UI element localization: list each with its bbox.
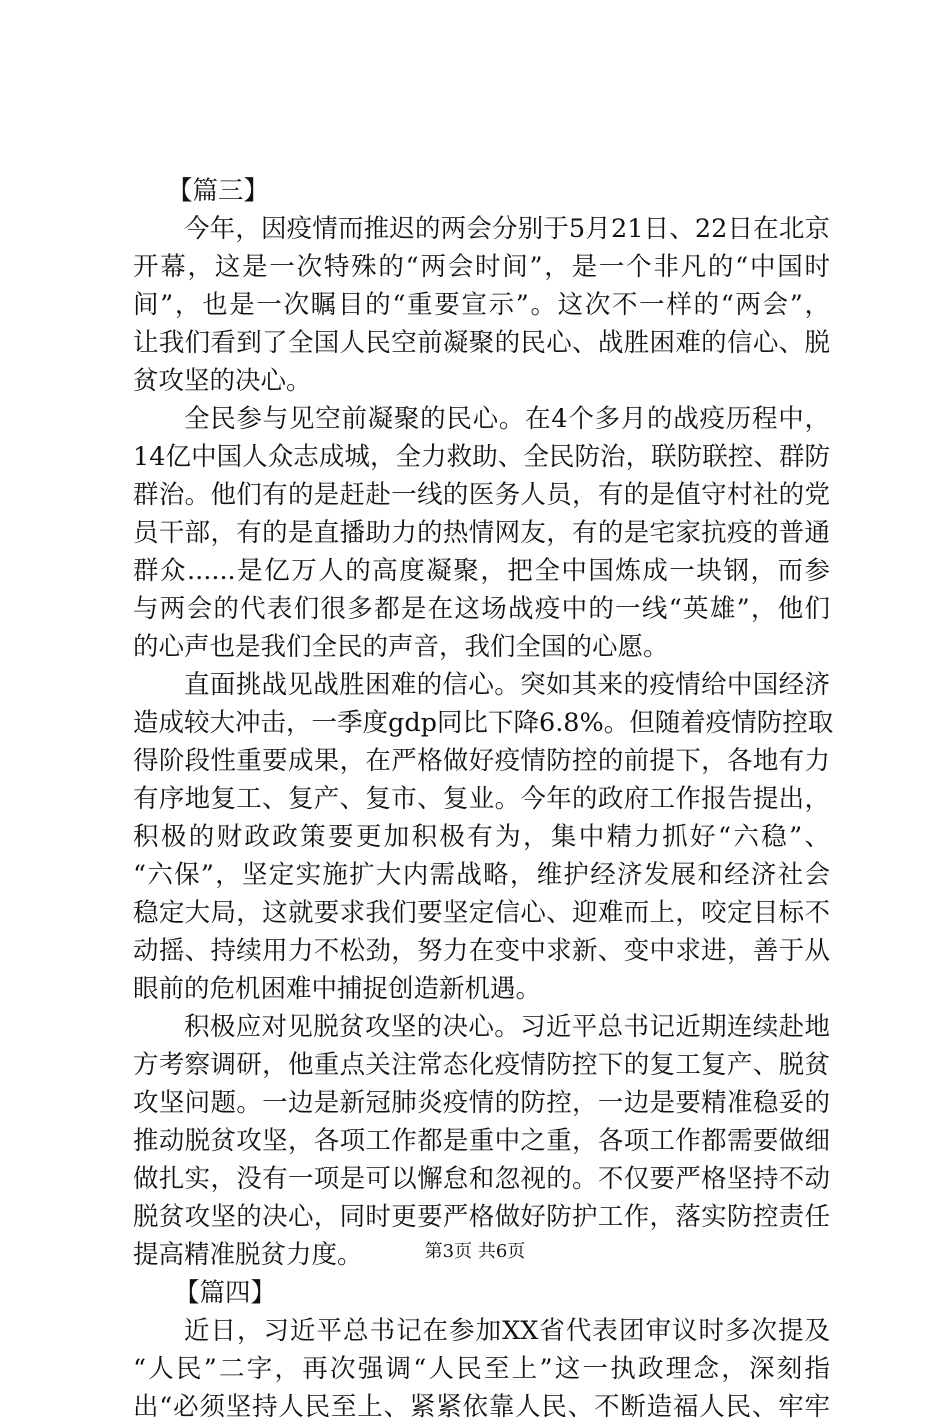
text-line: 动摇、持续用力不松劲，努力在变中求新、变中求进，善于从 [133,936,830,966]
text-line: 群众......是亿万人的高度凝聚，把全中国炼成一块钢，而参 [133,556,830,586]
text-line: 得阶段性重要成果，在严格做好疫情防控的前提下，各地有力 [133,746,830,776]
text-line: 提高精准脱贫力度。 [133,1240,363,1270]
section-heading: 【篇三】 [167,176,270,206]
text-line: 开幕，这是一次特殊的“两会时间”，是一个非凡的“中国时 [133,252,830,282]
text-line: 做扎实，没有一项是可以懈怠和忽视的。不仅要严格坚持不动 [133,1164,830,1194]
text-line: 让我们看到了全国人民空前凝聚的民心、战胜困难的信心、脱 [133,328,830,358]
text-line: 出“必须坚持人民至上、紧紧依靠人民、不断造福人民、牢牢 [133,1392,830,1422]
text-line: 攻坚问题。一边是新冠肺炎疫情的防控，一边是要精准稳妥的 [133,1088,830,1118]
text-line: 今年，因疫情而推迟的两会分别于5月21日、22日在北京 [184,214,830,244]
text-line: 眼前的危机困难中捕捉创造新机遇。 [133,974,542,1004]
text-line: 稳定大局，这就要求我们要坚定信心、迎难而上，咬定目标不 [133,898,830,928]
text-line: 员干部，有的是直播助力的热情网友，有的是宅家抗疫的普通 [133,518,830,548]
page-number-footer: 第3页 共6页 [424,1241,526,1262]
text-line: 的心声也是我们全民的声音，我们全国的心愿。 [133,632,669,662]
text-line: 贫攻坚的决心。 [133,366,312,396]
text-line: 脱贫攻坚的决心，同时更要严格做好防护工作，落实防控责任 [133,1202,830,1232]
section-heading: 【篇四】 [174,1278,277,1308]
text-line: 积极的财政政策要更加积极有为，集中精力抓好“六稳”、 [133,822,830,852]
text-line: 间”，也是一次瞩目的“重要宣示”。这次不一样的“两会”， [133,290,830,320]
text-line: 群治。他们有的是赶赴一线的医务人员，有的是值守村社的党 [133,480,830,510]
text-line: 有序地复工、复产、复市、复业。今年的政府工作报告提出， [133,784,830,814]
text-line: “六保”，坚定实施扩大内需战略，维护经济发展和经济社会 [133,860,830,890]
document-body [133,172,834,1426]
text-line: 直面挑战见战胜困难的信心。突如其来的疫情给中国经济 [184,670,830,700]
text-line: 推动脱贫攻坚，各项工作都是重中之重，各项工作都需要做细 [133,1126,830,1156]
text-line: “人民”二字，再次强调“人民至上”这一执政理念，深刻指 [133,1354,830,1384]
text-line: 近日，习近平总书记在参加XX省代表团审议时多次提及 [184,1316,830,1346]
text-line: 与两会的代表们很多都是在这场战疫中的一线“英雄”，他们 [133,594,830,624]
text-line: 14亿中国人众志成城，全力救助、全民防治，联防联控、群防 [133,442,830,472]
text-line: 全民参与见空前凝聚的民心。在4个多月的战疫历程中， [184,404,830,434]
text-line: 方考察调研，他重点关注常态化疫情防控下的复工复产、脱贫 [133,1050,830,1080]
text-line: 积极应对见脱贫攻坚的决心。习近平总书记近期连续赴地 [184,1012,830,1042]
text-line: 造成较大冲击，一季度gdp同比下降6.8%。但随着疫情防控取 [133,708,834,738]
